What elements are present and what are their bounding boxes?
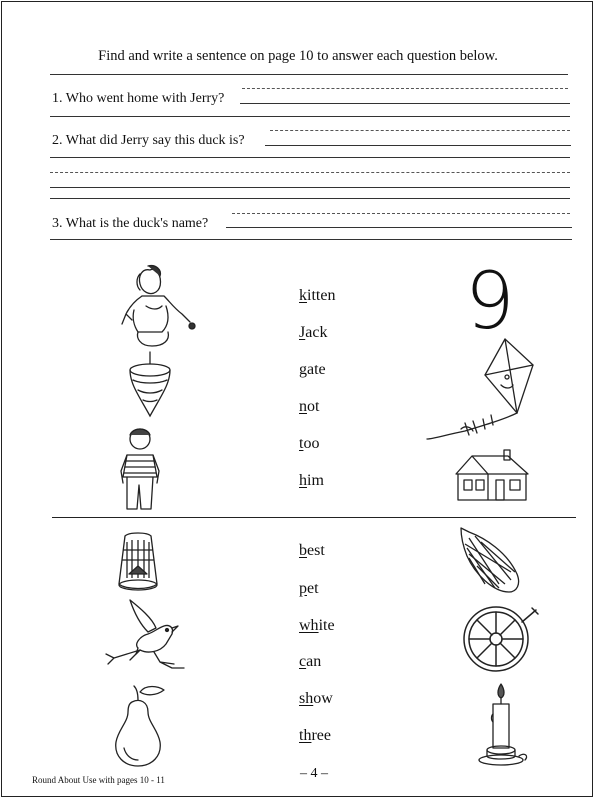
word-pet: pet xyxy=(299,580,319,597)
word-three: three xyxy=(299,727,331,744)
answer-line xyxy=(240,103,570,104)
question-3 xyxy=(52,216,208,232)
question-2-number: 2. xyxy=(52,133,63,148)
word-gate: gate xyxy=(299,361,326,378)
wheel-icon xyxy=(462,602,542,676)
boy-icon xyxy=(115,425,165,515)
dashed-midline xyxy=(232,213,570,214)
answer-line xyxy=(265,145,571,146)
question-1 xyxy=(52,91,224,107)
pine-cone-icon xyxy=(455,522,525,596)
writing-line xyxy=(50,187,570,188)
word-jack: Jack xyxy=(299,324,328,341)
word-can: can xyxy=(299,653,322,670)
footer-source: Round About Use with pages 10 - 11 xyxy=(32,775,165,785)
instruction-text: Find and write a sentence on page 10 to answer each question below. xyxy=(98,48,498,64)
pear-icon xyxy=(108,682,170,768)
thimble-icon xyxy=(115,530,161,594)
word-white: white xyxy=(299,617,335,634)
candle-icon xyxy=(475,680,531,770)
writing-line xyxy=(50,239,572,240)
bird-icon xyxy=(100,598,188,676)
word-best: best xyxy=(299,542,325,559)
word-kitten: kitten xyxy=(299,287,336,304)
spinning-top-icon xyxy=(125,350,175,420)
writing-line xyxy=(50,116,570,117)
question-2 xyxy=(52,133,245,149)
question-2-text: What did Jerry say this duck is? xyxy=(65,133,245,148)
word-not: not xyxy=(299,398,320,415)
writing-line xyxy=(50,198,570,199)
question-1-number: 1. xyxy=(52,91,63,106)
dashed-midline xyxy=(50,172,570,173)
word-too: too xyxy=(299,435,320,452)
page-number: – 4 – xyxy=(300,766,328,781)
house-icon xyxy=(452,448,532,504)
number-nine-icon: 9 xyxy=(465,257,515,347)
question-1-text: Who went home with Jerry? xyxy=(65,91,225,106)
answer-line xyxy=(226,227,572,228)
dashed-midline xyxy=(270,130,570,131)
section-divider xyxy=(52,517,576,518)
question-3-number: 3. xyxy=(52,216,63,231)
question-3-text: What is the duck's name? xyxy=(65,216,209,231)
word-him: him xyxy=(299,472,324,489)
girl-icon xyxy=(112,262,200,350)
dashed-midline xyxy=(242,88,568,89)
writing-line xyxy=(50,74,568,75)
kite-icon xyxy=(425,335,550,445)
writing-line xyxy=(50,157,570,158)
word-show: show xyxy=(299,690,333,707)
